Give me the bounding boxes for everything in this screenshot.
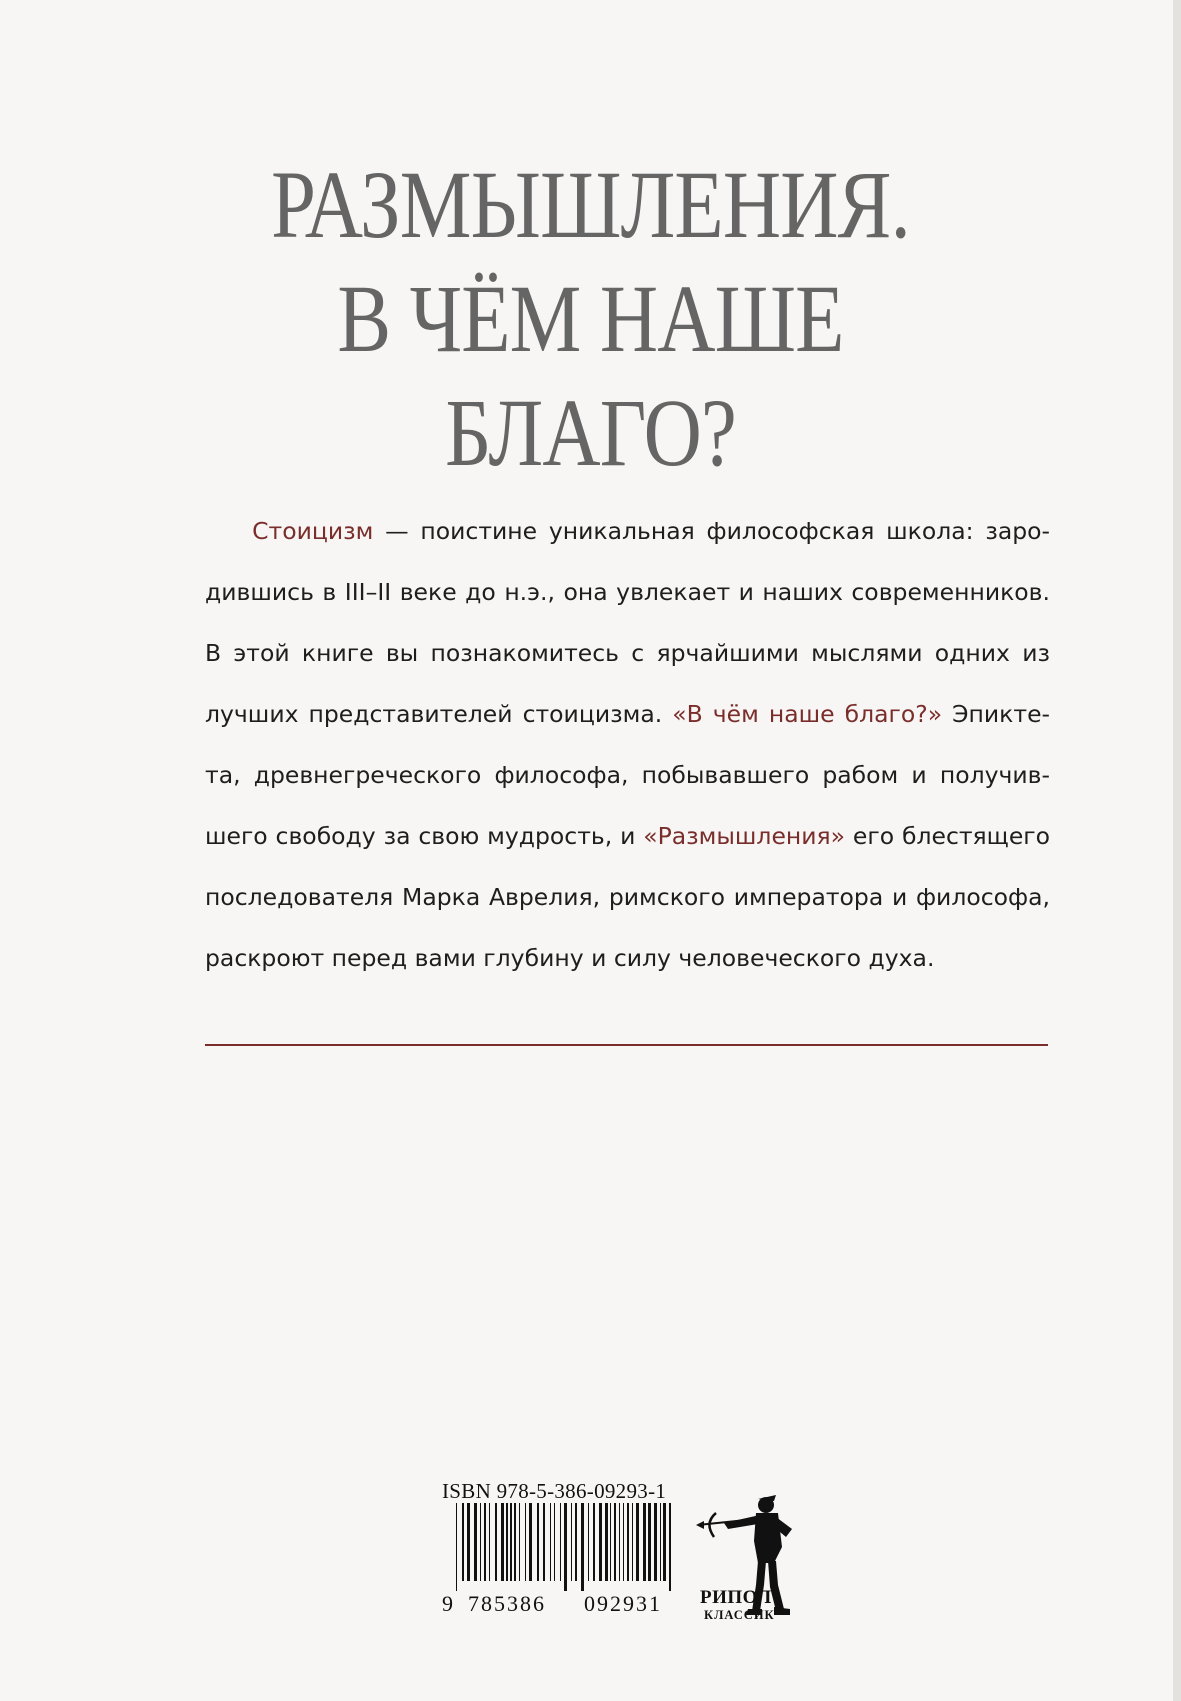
barcode-bar: [605, 1503, 608, 1581]
barcode-bar: [571, 1503, 572, 1581]
publisher-name: РИПОЛ: [700, 1587, 772, 1608]
barcode-bar: [588, 1503, 589, 1581]
barcode-bar: [636, 1503, 639, 1581]
barcode-bar: [564, 1503, 567, 1591]
barcode-bar: [610, 1503, 611, 1581]
barcode-bar: [489, 1503, 490, 1581]
annotation-line-3: В этой книге вы познакомитесь с ярчайшими мыслями одних из: [205, 639, 1050, 667]
barcode-bar: [632, 1503, 633, 1581]
annotation-line-6: [205, 812, 1050, 873]
annotation-line-1-rest: — поистине уникальная философская школа: заро-: [373, 517, 1050, 545]
title-line-2: В ЧЁМ НАШЕ: [337, 265, 844, 372]
barcode-bar: [467, 1503, 470, 1581]
annotation-text: [205, 507, 1050, 995]
barcode-bar: [510, 1503, 512, 1581]
annotation-line-7: последователя Марка Аврелия, римского императора и философа,: [205, 883, 1050, 911]
barcode-bar: [643, 1503, 646, 1581]
barcode-digits-right: 092931: [584, 1591, 662, 1616]
barcode-bar: [537, 1503, 539, 1581]
barcode-bar: [599, 1503, 602, 1581]
accent-book-title-2: «Размышления»: [643, 822, 846, 850]
barcode-bar: [529, 1503, 532, 1581]
barcode-digits-left: 785386: [468, 1591, 546, 1616]
barcode-bar: [495, 1503, 497, 1581]
barcode-bar: [663, 1503, 666, 1581]
barcode-bar: [554, 1503, 555, 1581]
barcode-bar: [614, 1503, 616, 1581]
barcode-bar: [627, 1503, 629, 1581]
barcode-bar: [480, 1503, 481, 1581]
barcode-bar: [619, 1503, 620, 1581]
barcode-bar: [525, 1503, 526, 1581]
annotation-line-8: раскроют перед вами глубину и силу человеческого духа.: [205, 944, 935, 972]
annotation-line-2: дившись в III–II веке до н.э., она увлекает и наших современников.: [205, 578, 1050, 606]
publisher-subtitle: КЛАССИК: [704, 1608, 775, 1622]
title-line-1: РАЗМЫШЛЕНИЯ.: [271, 151, 910, 258]
annotation-line-1: [205, 507, 1050, 568]
barcode-bar: [623, 1503, 624, 1581]
barcode-bar: [484, 1503, 486, 1581]
barcode-bar: [654, 1503, 657, 1581]
barcode-bar: [474, 1503, 477, 1581]
barcode-bar: [514, 1503, 516, 1581]
accent-book-title-1: «В чём наше благо?»: [672, 700, 943, 728]
barcode-bar: [581, 1503, 584, 1591]
annotation-line-4-post: Эпикте-: [942, 700, 1051, 728]
title-line-3: БЛАГО?: [445, 379, 736, 486]
annotation-line-6-post: его блестящего: [845, 822, 1051, 850]
barcode-bar: [669, 1503, 671, 1591]
barcode-digit-first: 9: [442, 1591, 453, 1616]
annotation-line-4: [205, 690, 1050, 751]
barcode-bar: [543, 1503, 545, 1581]
isbn-label: ISBN 978-5-386-09293-1: [442, 1479, 667, 1503]
barcode-bar: [456, 1503, 457, 1591]
barcode-bar: [501, 1503, 504, 1581]
barcode-bar: [593, 1503, 595, 1581]
book-title: [94, 148, 1086, 490]
barcode-bar: [575, 1503, 577, 1581]
barcode-bar: [660, 1503, 661, 1581]
barcode: [442, 1503, 682, 1591]
annotation-line-5: та, древнегреческого философа, побывавшего рабом и получив-: [205, 761, 1050, 789]
isbn-block: [442, 1479, 812, 1639]
cover-edge: [1173, 0, 1181, 1701]
barcode-bar: [560, 1503, 561, 1581]
divider-rule: [205, 1044, 1048, 1046]
annotation-line-6-pre: шего свободу за свою мудрость, и: [205, 822, 644, 850]
accent-stoicism: Стоицизм: [252, 517, 374, 545]
barcode-bar: [519, 1503, 520, 1581]
barcode-bar: [648, 1503, 651, 1581]
annotation-line-4-pre: лучших представителей стоицизма.: [205, 700, 673, 728]
barcode-bar: [462, 1503, 464, 1581]
barcode-bar: [506, 1503, 508, 1581]
barcode-bar: [550, 1503, 551, 1581]
